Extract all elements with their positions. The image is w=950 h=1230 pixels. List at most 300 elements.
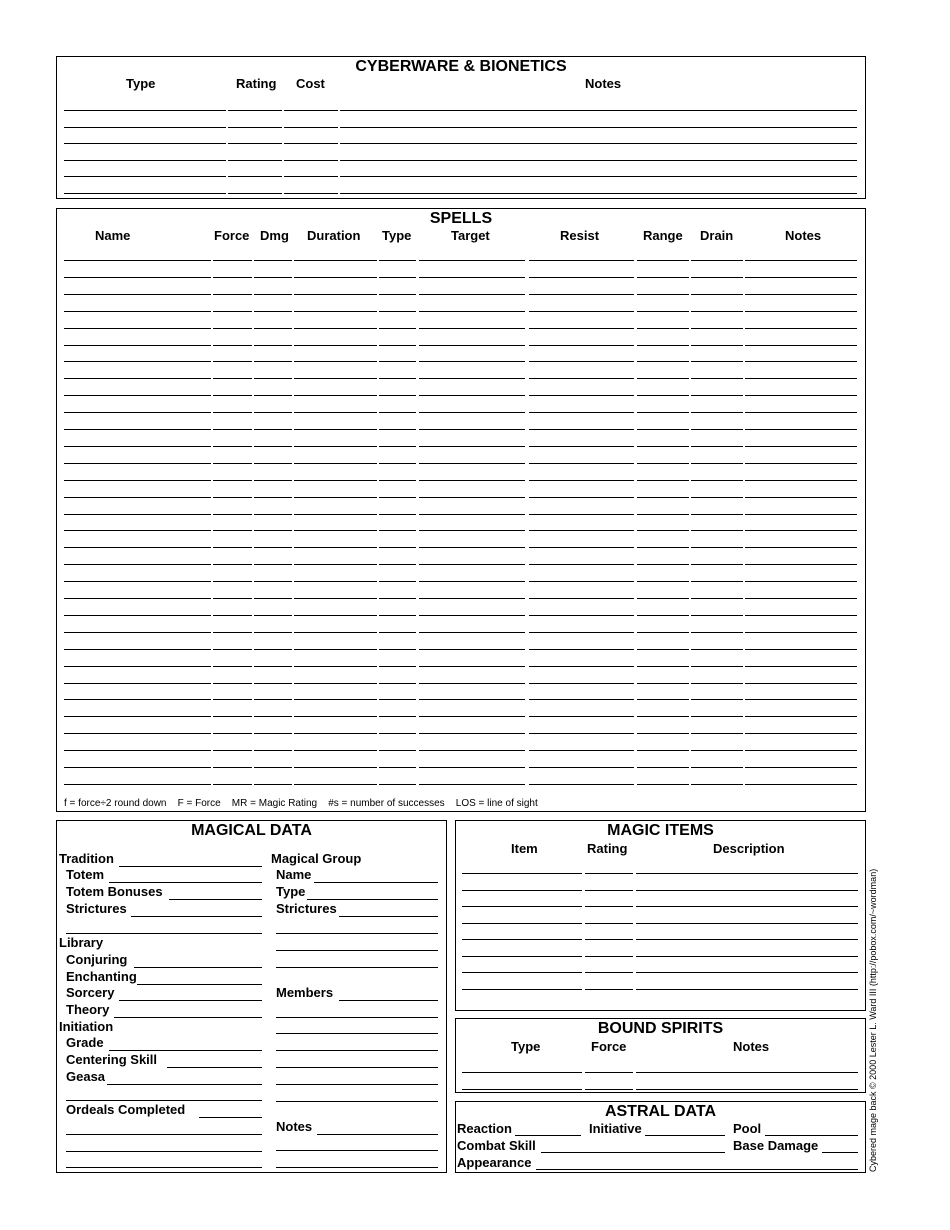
spell-cell[interactable] bbox=[419, 615, 525, 616]
spell-cell[interactable] bbox=[529, 564, 634, 565]
spell-cell[interactable] bbox=[419, 260, 525, 261]
magic-item-cell[interactable] bbox=[462, 989, 582, 990]
spell-cell[interactable] bbox=[529, 598, 634, 599]
spell-cell[interactable] bbox=[419, 683, 525, 684]
notes-line[interactable] bbox=[317, 1134, 438, 1135]
cyberware-cell[interactable] bbox=[284, 143, 338, 144]
spell-cell[interactable] bbox=[379, 632, 416, 633]
spell-cell[interactable] bbox=[745, 750, 857, 751]
cyberware-cell[interactable] bbox=[228, 176, 282, 177]
spell-cell[interactable] bbox=[64, 547, 211, 548]
spell-cell[interactable] bbox=[254, 429, 292, 430]
spell-cell[interactable] bbox=[254, 564, 292, 565]
cyberware-cell[interactable] bbox=[340, 193, 857, 194]
reaction-line[interactable] bbox=[515, 1135, 581, 1136]
spell-cell[interactable] bbox=[213, 429, 252, 430]
spell-cell[interactable] bbox=[419, 666, 525, 667]
spell-cell[interactable] bbox=[529, 547, 634, 548]
spell-cell[interactable] bbox=[294, 632, 377, 633]
spell-cell[interactable] bbox=[529, 328, 634, 329]
cyberware-cell[interactable] bbox=[64, 110, 226, 111]
spell-cell[interactable] bbox=[213, 412, 252, 413]
blank-line[interactable] bbox=[276, 1067, 438, 1068]
spell-cell[interactable] bbox=[419, 463, 525, 464]
spell-cell[interactable] bbox=[745, 716, 857, 717]
cyberware-cell[interactable] bbox=[228, 110, 282, 111]
cyberware-cell[interactable] bbox=[340, 143, 857, 144]
spell-cell[interactable] bbox=[637, 649, 689, 650]
spell-cell[interactable] bbox=[254, 615, 292, 616]
spell-cell[interactable] bbox=[64, 666, 211, 667]
spell-cell[interactable] bbox=[745, 767, 857, 768]
spell-cell[interactable] bbox=[691, 666, 743, 667]
spell-cell[interactable] bbox=[745, 480, 857, 481]
spell-cell[interactable] bbox=[254, 581, 292, 582]
blank-line[interactable] bbox=[276, 1167, 438, 1168]
spell-cell[interactable] bbox=[64, 395, 211, 396]
spell-cell[interactable] bbox=[294, 480, 377, 481]
magic-item-cell[interactable] bbox=[462, 972, 582, 973]
spell-cell[interactable] bbox=[294, 328, 377, 329]
spell-cell[interactable] bbox=[745, 699, 857, 700]
spell-cell[interactable] bbox=[213, 497, 252, 498]
spell-cell[interactable] bbox=[637, 361, 689, 362]
spell-cell[interactable] bbox=[294, 395, 377, 396]
spell-cell[interactable] bbox=[691, 412, 743, 413]
spell-cell[interactable] bbox=[379, 564, 416, 565]
spell-cell[interactable] bbox=[745, 615, 857, 616]
spell-cell[interactable] bbox=[294, 564, 377, 565]
spell-cell[interactable] bbox=[379, 581, 416, 582]
spell-cell[interactable] bbox=[691, 260, 743, 261]
spell-cell[interactable] bbox=[529, 412, 634, 413]
spell-cell[interactable] bbox=[254, 514, 292, 515]
spell-cell[interactable] bbox=[64, 784, 211, 785]
bound-spirit-cell[interactable] bbox=[636, 1089, 858, 1090]
blank-line[interactable] bbox=[66, 1151, 262, 1152]
spell-cell[interactable] bbox=[637, 598, 689, 599]
spell-cell[interactable] bbox=[529, 666, 634, 667]
spell-cell[interactable] bbox=[637, 615, 689, 616]
spell-cell[interactable] bbox=[213, 514, 252, 515]
spell-cell[interactable] bbox=[691, 277, 743, 278]
spell-cell[interactable] bbox=[64, 733, 211, 734]
blank-line[interactable] bbox=[66, 1167, 262, 1168]
spell-cell[interactable] bbox=[379, 649, 416, 650]
spell-cell[interactable] bbox=[379, 412, 416, 413]
bound-spirit-cell[interactable] bbox=[585, 1072, 633, 1073]
spell-cell[interactable] bbox=[294, 311, 377, 312]
spell-cell[interactable] bbox=[529, 446, 634, 447]
spell-cell[interactable] bbox=[691, 598, 743, 599]
spell-cell[interactable] bbox=[294, 784, 377, 785]
spell-cell[interactable] bbox=[379, 547, 416, 548]
spell-cell[interactable] bbox=[529, 311, 634, 312]
spell-cell[interactable] bbox=[419, 564, 525, 565]
spell-cell[interactable] bbox=[419, 328, 525, 329]
cyberware-cell[interactable] bbox=[340, 110, 857, 111]
spell-cell[interactable] bbox=[64, 480, 211, 481]
spell-cell[interactable] bbox=[691, 767, 743, 768]
spell-cell[interactable] bbox=[254, 699, 292, 700]
spell-cell[interactable] bbox=[294, 699, 377, 700]
spell-cell[interactable] bbox=[745, 412, 857, 413]
bound-spirit-cell[interactable] bbox=[462, 1072, 582, 1073]
spell-cell[interactable] bbox=[64, 767, 211, 768]
spell-cell[interactable] bbox=[529, 497, 634, 498]
spell-cell[interactable] bbox=[637, 429, 689, 430]
spell-cell[interactable] bbox=[745, 463, 857, 464]
spell-cell[interactable] bbox=[64, 463, 211, 464]
blank-line[interactable] bbox=[276, 1033, 438, 1034]
spell-cell[interactable] bbox=[745, 514, 857, 515]
spell-cell[interactable] bbox=[745, 429, 857, 430]
spell-cell[interactable] bbox=[691, 581, 743, 582]
sorcery-line[interactable] bbox=[119, 1000, 262, 1001]
group-name-line[interactable] bbox=[314, 882, 438, 883]
spell-cell[interactable] bbox=[419, 294, 525, 295]
spell-cell[interactable] bbox=[213, 598, 252, 599]
spell-cell[interactable] bbox=[64, 378, 211, 379]
cyberware-cell[interactable] bbox=[64, 143, 226, 144]
pool-line[interactable] bbox=[765, 1135, 858, 1136]
magic-item-cell[interactable] bbox=[636, 890, 858, 891]
spell-cell[interactable] bbox=[254, 767, 292, 768]
ordeals-completed-line[interactable] bbox=[199, 1117, 262, 1118]
spell-cell[interactable] bbox=[529, 530, 634, 531]
spell-cell[interactable] bbox=[419, 395, 525, 396]
spell-cell[interactable] bbox=[745, 632, 857, 633]
spell-cell[interactable] bbox=[637, 514, 689, 515]
magic-item-cell[interactable] bbox=[585, 972, 633, 973]
spell-cell[interactable] bbox=[529, 294, 634, 295]
spell-cell[interactable] bbox=[419, 530, 525, 531]
spell-cell[interactable] bbox=[379, 598, 416, 599]
spell-cell[interactable] bbox=[637, 530, 689, 531]
spell-cell[interactable] bbox=[691, 649, 743, 650]
spell-cell[interactable] bbox=[64, 345, 211, 346]
spell-cell[interactable] bbox=[213, 463, 252, 464]
spell-cell[interactable] bbox=[419, 361, 525, 362]
spell-cell[interactable] bbox=[637, 463, 689, 464]
spell-cell[interactable] bbox=[294, 598, 377, 599]
totem-bonuses-line[interactable] bbox=[169, 899, 262, 900]
spell-cell[interactable] bbox=[64, 260, 211, 261]
spell-cell[interactable] bbox=[294, 260, 377, 261]
spell-cell[interactable] bbox=[294, 294, 377, 295]
magic-item-cell[interactable] bbox=[585, 906, 633, 907]
spell-cell[interactable] bbox=[379, 480, 416, 481]
spell-cell[interactable] bbox=[213, 666, 252, 667]
magic-item-cell[interactable] bbox=[636, 939, 858, 940]
spell-cell[interactable] bbox=[419, 716, 525, 717]
totem-line[interactable] bbox=[109, 882, 262, 883]
magic-item-cell[interactable] bbox=[636, 989, 858, 990]
spell-cell[interactable] bbox=[64, 277, 211, 278]
geasa-line[interactable] bbox=[107, 1084, 262, 1085]
spell-cell[interactable] bbox=[379, 767, 416, 768]
spell-cell[interactable] bbox=[294, 666, 377, 667]
magic-item-cell[interactable] bbox=[585, 923, 633, 924]
spell-cell[interactable] bbox=[213, 345, 252, 346]
spell-cell[interactable] bbox=[294, 767, 377, 768]
spell-cell[interactable] bbox=[294, 514, 377, 515]
spell-cell[interactable] bbox=[294, 547, 377, 548]
spell-cell[interactable] bbox=[254, 446, 292, 447]
blank-line[interactable] bbox=[276, 950, 438, 951]
spell-cell[interactable] bbox=[213, 581, 252, 582]
spell-cell[interactable] bbox=[691, 564, 743, 565]
cyberware-cell[interactable] bbox=[228, 127, 282, 128]
spell-cell[interactable] bbox=[419, 784, 525, 785]
spell-cell[interactable] bbox=[64, 530, 211, 531]
spell-cell[interactable] bbox=[254, 497, 292, 498]
spell-cell[interactable] bbox=[254, 378, 292, 379]
magic-item-cell[interactable] bbox=[462, 890, 582, 891]
spell-cell[interactable] bbox=[379, 277, 416, 278]
spell-cell[interactable] bbox=[294, 412, 377, 413]
magic-item-cell[interactable] bbox=[636, 972, 858, 973]
spell-cell[interactable] bbox=[637, 750, 689, 751]
spell-cell[interactable] bbox=[745, 395, 857, 396]
spell-cell[interactable] bbox=[745, 598, 857, 599]
group-strictures-line[interactable] bbox=[339, 916, 438, 917]
spell-cell[interactable] bbox=[213, 378, 252, 379]
spell-cell[interactable] bbox=[64, 412, 211, 413]
spell-cell[interactable] bbox=[691, 463, 743, 464]
spell-cell[interactable] bbox=[254, 480, 292, 481]
spell-cell[interactable] bbox=[379, 260, 416, 261]
spell-cell[interactable] bbox=[294, 750, 377, 751]
spell-cell[interactable] bbox=[379, 615, 416, 616]
magic-item-cell[interactable] bbox=[585, 939, 633, 940]
spell-cell[interactable] bbox=[379, 699, 416, 700]
group-type-line[interactable] bbox=[307, 899, 438, 900]
spell-cell[interactable] bbox=[745, 345, 857, 346]
spell-cell[interactable] bbox=[254, 260, 292, 261]
blank-line[interactable] bbox=[276, 1084, 438, 1085]
spell-cell[interactable] bbox=[691, 699, 743, 700]
spell-cell[interactable] bbox=[419, 311, 525, 312]
cyberware-cell[interactable] bbox=[64, 176, 226, 177]
spell-cell[interactable] bbox=[691, 345, 743, 346]
members-line[interactable] bbox=[339, 1000, 438, 1001]
spell-cell[interactable] bbox=[419, 598, 525, 599]
spell-cell[interactable] bbox=[379, 733, 416, 734]
spell-cell[interactable] bbox=[294, 649, 377, 650]
spell-cell[interactable] bbox=[529, 260, 634, 261]
spell-cell[interactable] bbox=[213, 260, 252, 261]
spell-cell[interactable] bbox=[379, 514, 416, 515]
spell-cell[interactable] bbox=[213, 733, 252, 734]
spell-cell[interactable] bbox=[529, 581, 634, 582]
spell-cell[interactable] bbox=[691, 429, 743, 430]
spell-cell[interactable] bbox=[529, 277, 634, 278]
spell-cell[interactable] bbox=[64, 615, 211, 616]
spell-cell[interactable] bbox=[64, 328, 211, 329]
bound-spirit-cell[interactable] bbox=[636, 1072, 858, 1073]
spell-cell[interactable] bbox=[379, 345, 416, 346]
spell-cell[interactable] bbox=[745, 733, 857, 734]
spell-cell[interactable] bbox=[294, 345, 377, 346]
spell-cell[interactable] bbox=[254, 547, 292, 548]
magic-item-cell[interactable] bbox=[636, 906, 858, 907]
spell-cell[interactable] bbox=[529, 699, 634, 700]
spell-cell[interactable] bbox=[745, 784, 857, 785]
spell-cell[interactable] bbox=[254, 632, 292, 633]
base-damage-line[interactable] bbox=[822, 1152, 858, 1153]
cyberware-cell[interactable] bbox=[284, 193, 338, 194]
spell-cell[interactable] bbox=[419, 480, 525, 481]
tradition-line[interactable] bbox=[119, 866, 262, 867]
spell-cell[interactable] bbox=[637, 395, 689, 396]
spell-cell[interactable] bbox=[213, 311, 252, 312]
spell-cell[interactable] bbox=[691, 733, 743, 734]
spell-cell[interactable] bbox=[254, 750, 292, 751]
spell-cell[interactable] bbox=[379, 683, 416, 684]
spell-cell[interactable] bbox=[745, 260, 857, 261]
spell-cell[interactable] bbox=[419, 378, 525, 379]
cyberware-cell[interactable] bbox=[64, 193, 226, 194]
blank-line[interactable] bbox=[276, 1017, 438, 1018]
blank-line[interactable] bbox=[66, 1134, 262, 1135]
spell-cell[interactable] bbox=[254, 733, 292, 734]
spell-cell[interactable] bbox=[379, 294, 416, 295]
spell-cell[interactable] bbox=[529, 784, 634, 785]
spell-cell[interactable] bbox=[379, 666, 416, 667]
spell-cell[interactable] bbox=[637, 277, 689, 278]
spell-cell[interactable] bbox=[64, 294, 211, 295]
spell-cell[interactable] bbox=[691, 784, 743, 785]
spell-cell[interactable] bbox=[745, 361, 857, 362]
spell-cell[interactable] bbox=[529, 716, 634, 717]
spell-cell[interactable] bbox=[294, 716, 377, 717]
spell-cell[interactable] bbox=[691, 378, 743, 379]
spell-cell[interactable] bbox=[64, 446, 211, 447]
spell-cell[interactable] bbox=[637, 480, 689, 481]
spell-cell[interactable] bbox=[379, 446, 416, 447]
spell-cell[interactable] bbox=[294, 463, 377, 464]
spell-cell[interactable] bbox=[64, 311, 211, 312]
spell-cell[interactable] bbox=[691, 683, 743, 684]
cyberware-cell[interactable] bbox=[340, 176, 857, 177]
spell-cell[interactable] bbox=[691, 632, 743, 633]
spell-cell[interactable] bbox=[691, 547, 743, 548]
spell-cell[interactable] bbox=[419, 412, 525, 413]
spell-cell[interactable] bbox=[213, 480, 252, 481]
magic-item-cell[interactable] bbox=[462, 956, 582, 957]
enchanting-line[interactable] bbox=[137, 984, 262, 985]
magic-item-cell[interactable] bbox=[636, 873, 858, 874]
cyberware-cell[interactable] bbox=[228, 143, 282, 144]
spell-cell[interactable] bbox=[294, 733, 377, 734]
spell-cell[interactable] bbox=[419, 446, 525, 447]
spell-cell[interactable] bbox=[379, 361, 416, 362]
spell-cell[interactable] bbox=[529, 733, 634, 734]
spell-cell[interactable] bbox=[529, 429, 634, 430]
spell-cell[interactable] bbox=[419, 649, 525, 650]
blank-line[interactable] bbox=[276, 1050, 438, 1051]
spell-cell[interactable] bbox=[691, 750, 743, 751]
spell-cell[interactable] bbox=[745, 497, 857, 498]
theory-line[interactable] bbox=[114, 1017, 262, 1018]
spell-cell[interactable] bbox=[294, 429, 377, 430]
spell-cell[interactable] bbox=[745, 649, 857, 650]
spell-cell[interactable] bbox=[419, 733, 525, 734]
spell-cell[interactable] bbox=[379, 497, 416, 498]
cyberware-cell[interactable] bbox=[284, 127, 338, 128]
spell-cell[interactable] bbox=[379, 429, 416, 430]
bound-spirit-cell[interactable] bbox=[585, 1089, 633, 1090]
spell-cell[interactable] bbox=[529, 767, 634, 768]
spell-cell[interactable] bbox=[529, 683, 634, 684]
spell-cell[interactable] bbox=[745, 666, 857, 667]
combat-skill-line[interactable] bbox=[541, 1152, 725, 1153]
spell-cell[interactable] bbox=[64, 699, 211, 700]
spell-cell[interactable] bbox=[637, 564, 689, 565]
spell-cell[interactable] bbox=[213, 767, 252, 768]
spell-cell[interactable] bbox=[637, 581, 689, 582]
spell-cell[interactable] bbox=[419, 581, 525, 582]
spell-cell[interactable] bbox=[213, 328, 252, 329]
spell-cell[interactable] bbox=[637, 260, 689, 261]
spell-cell[interactable] bbox=[213, 361, 252, 362]
spell-cell[interactable] bbox=[637, 294, 689, 295]
spell-cell[interactable] bbox=[691, 716, 743, 717]
spell-cell[interactable] bbox=[691, 480, 743, 481]
magic-item-cell[interactable] bbox=[636, 956, 858, 957]
magic-item-cell[interactable] bbox=[585, 956, 633, 957]
spell-cell[interactable] bbox=[637, 666, 689, 667]
spell-cell[interactable] bbox=[637, 784, 689, 785]
spell-cell[interactable] bbox=[691, 361, 743, 362]
spell-cell[interactable] bbox=[213, 294, 252, 295]
cyberware-cell[interactable] bbox=[228, 193, 282, 194]
magic-item-cell[interactable] bbox=[462, 873, 582, 874]
spell-cell[interactable] bbox=[745, 683, 857, 684]
spell-cell[interactable] bbox=[419, 699, 525, 700]
spell-cell[interactable] bbox=[529, 514, 634, 515]
spell-cell[interactable] bbox=[529, 480, 634, 481]
spell-cell[interactable] bbox=[637, 378, 689, 379]
spell-cell[interactable] bbox=[213, 564, 252, 565]
spell-cell[interactable] bbox=[254, 463, 292, 464]
spell-cell[interactable] bbox=[637, 547, 689, 548]
spell-cell[interactable] bbox=[64, 750, 211, 751]
spell-cell[interactable] bbox=[64, 683, 211, 684]
spell-cell[interactable] bbox=[64, 716, 211, 717]
spell-cell[interactable] bbox=[637, 632, 689, 633]
spell-cell[interactable] bbox=[254, 530, 292, 531]
spell-cell[interactable] bbox=[745, 328, 857, 329]
spell-cell[interactable] bbox=[64, 632, 211, 633]
spell-cell[interactable] bbox=[529, 750, 634, 751]
cyberware-cell[interactable] bbox=[340, 160, 857, 161]
spell-cell[interactable] bbox=[213, 446, 252, 447]
spell-cell[interactable] bbox=[745, 564, 857, 565]
spell-cell[interactable] bbox=[529, 361, 634, 362]
blank-line[interactable] bbox=[276, 967, 438, 968]
spell-cell[interactable] bbox=[64, 564, 211, 565]
magic-item-cell[interactable] bbox=[585, 989, 633, 990]
blank-line[interactable] bbox=[276, 933, 438, 934]
spell-cell[interactable] bbox=[745, 530, 857, 531]
spell-cell[interactable] bbox=[637, 716, 689, 717]
blank-line[interactable] bbox=[276, 1150, 438, 1151]
spell-cell[interactable] bbox=[64, 361, 211, 362]
spell-cell[interactable] bbox=[213, 615, 252, 616]
spell-cell[interactable] bbox=[294, 581, 377, 582]
